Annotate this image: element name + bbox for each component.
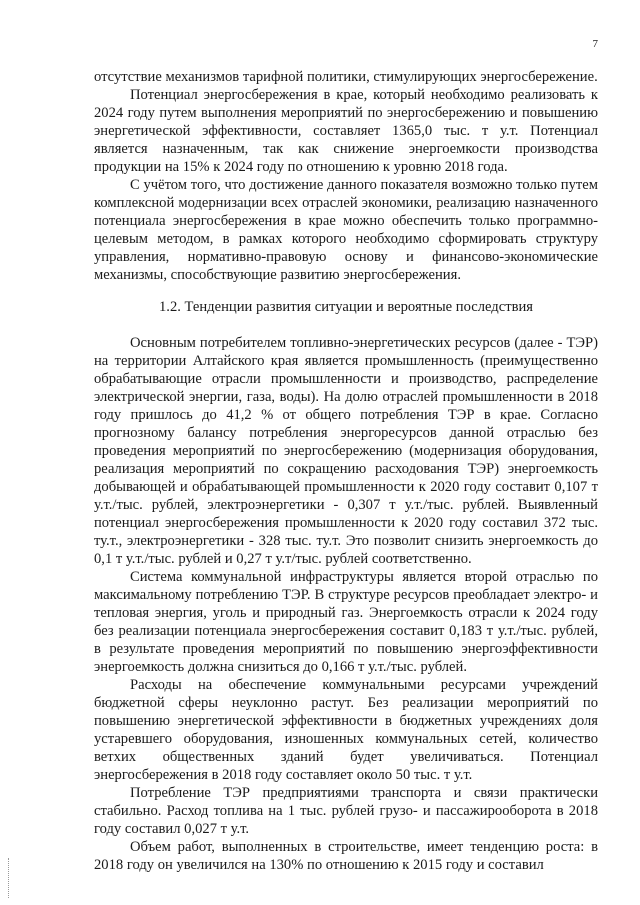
paragraph: Расходы на обеспечение коммунальными ресурсами учреждений бюджетной сферы неуклонно растут. Без реализации мероприятий по повышению энергетической эффективности в бюджетных учреждениях доля устаревшего оборудования, изношенных коммунальных сетей, количество ветхих общественных зданий будет увеличиваться. Потенциал энергосбережения в 2018 году составляет около 50 тыс. т у.т. xyxy=(94,677,598,783)
paragraph: Основным потребителем топливно-энергетических ресурсов (далее - ТЭР) на территории Алтайского края является промышленность (преимущественно обрабатывающие отрасли промышленности и производство, распределение электрической энергии, газа, воды). На долю отраслей промышленности в 2018 году пришлось до 41,2 % от общего потребления ТЭР в крае. Согласно прогнозному балансу потребления энергоресурсов данной отраслью без проведения мероприятий по энергосбережению (модернизация оборудования, реализация мероприятий по сокращению расходования ТЭР) энергоемкость добывающей и обрабатывающей промышленности к 2020 году составит 0,107 т у.т./тыс. рублей, электроэнергетики - 0,307 т у.т./тыс. рублей. Выявленный потенциал энергосбережения промышленности к 2020 году составил 372 тыс. ту.т., электроэнергетики - 328 тыс. ту.т. Это позволит снизить энергоемкость до 0,1 т у.т./тыс. рублей и 0,27 т у.т/тыс. рублей соответственно. xyxy=(94,335,598,567)
paragraph: Объем работ, выполненных в строительстве, имеет тенденцию роста: в 2018 году он увеличился на 130% по отношению к 2015 году и составил xyxy=(94,839,598,873)
document-body xyxy=(94,68,598,874)
paragraph: Потребление ТЭР предприятиями транспорта и связи практически стабильно. Расход топлива на 1 тыс. рублей грузо- и пассажирооборота в 2018 году составил 0,027 т у.т. xyxy=(94,785,598,837)
scan-margin-mark xyxy=(8,858,12,898)
paragraph: Потенциал энергосбережения в крае, который необходимо реализовать к 2024 году путем выполнения мероприятий по энергосбережению и повышению энергетической эффективности, составляет 1365,0 тыс. т у.т. Потенциал является назначенным, так как снижение энергоемкости производства продукции на 15% к 2024 году по отношению к уровню 2018 года. xyxy=(94,87,598,175)
page-number: 7 xyxy=(592,38,598,50)
paragraph: С учётом того, что достижение данного показателя возможно только путем комплексной модернизации всех отраслей экономики, реализацию назначенного потенциала энергосбережения в крае можно обеспечить только программно-целевым методом, в рамках которого необходимо сформировать структуру управления, нормативно-правовую основу и финансово-экономические механизмы, способствующие развитию энергосбережения. xyxy=(94,177,598,283)
paragraph: отсутствие механизмов тарифной политики, стимулирующих энергосбережение. xyxy=(94,69,598,85)
paragraph: Система коммунальной инфраструктуры является второй отраслью по максимальному потреблению ТЭР. В структуре ресурсов преобладает электро- и тепловая энергия, уголь и природный газ. Энергоемкость отрасли к 2024 году без реализации потенциала энергосбережения составит 0,183 т у.т./тыс. рублей, в результате проведения мероприятий по повышению энергоэффективности энергоемкость должна снизиться до 0,166 т у.т./тыс. рублей. xyxy=(94,569,598,675)
section-heading: 1.2. Тенденции развития ситуации и вероятные последствия xyxy=(159,299,533,315)
